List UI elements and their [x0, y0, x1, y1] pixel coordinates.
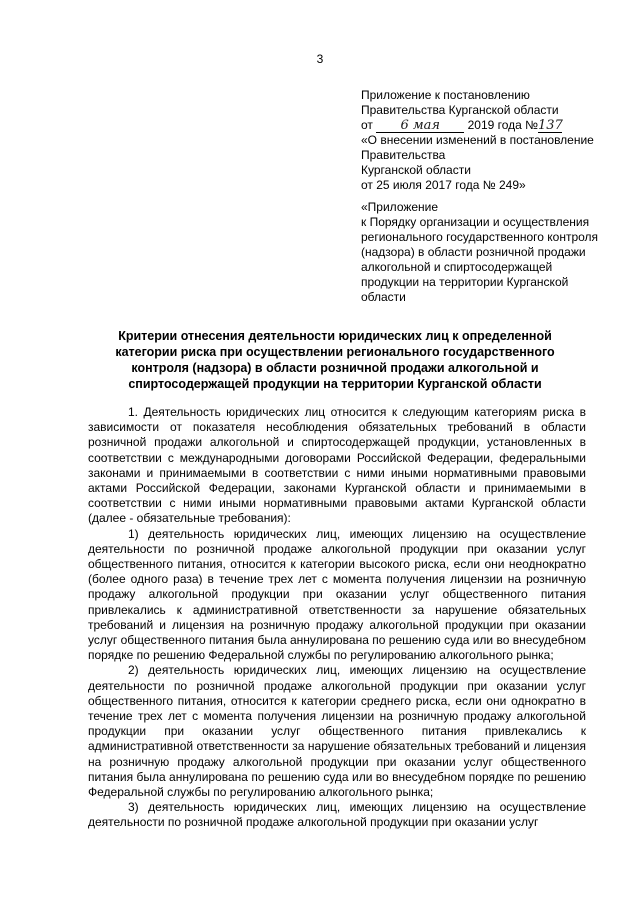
- paragraph-1: 1. Деятельность юридических лиц относится к следующим категориям риска в зависимости от показателя несоблюдения обязательных требований в области розничной продажи алкогольной и спиртосодержащей продукции, установленных в соответствии с международными договорами Российской Федерации, федеральными законами и принимаемыми в соответствии с ними иными нормативными правовыми актами Российской Федерации, законами Курганской области и принимаемыми в соответствии с ними иными нормативными правовыми актами Курганской области (далее - обязательные требования):: [88, 405, 586, 526]
- page-number: 3: [316, 52, 324, 66]
- appendix-header-line5: Правительства: [361, 148, 446, 162]
- appendix-inner-line4: (надзора) в области розничной продажи: [361, 245, 586, 259]
- paragraph-1-1: 1) деятельность юридических лиц, имеющих лицензию на осуществление деятельности по розничной продаже алкогольной продукции при оказании услуг общественного питания, относится к категории высокого риска, если они неоднократно (более одного раза) в течение трех лет с момента получения лицензии на розничную продажу алкогольной продукции при оказании услуг общественного питания привлекались к административной ответственности за нарушение обязательных требований и лицензия на розничную продажу алкогольной продукции при оказании услуг общественного питания была аннулирована по решению суда или во внесудебном порядке по решению Федеральной службы по регулированию алкогольного рынка;: [88, 526, 586, 663]
- appendix-header: [361, 88, 621, 193]
- appendix-inner-line1: «Приложение: [361, 200, 439, 214]
- appendix-header-line7: от 25 июля 2017 года № 249»: [361, 178, 526, 192]
- appendix-inner-line7: области: [361, 290, 406, 304]
- appendix-header-line4: «О внесении изменений в постановление: [361, 133, 594, 147]
- date-prefix: от: [361, 118, 373, 132]
- handwritten-date: 6 мая: [376, 119, 464, 133]
- paragraph-1-2: 2) деятельность юридических лиц, имеющих лицензию на осуществление деятельности по розничной продаже алкогольной продукции при оказании услуг общественного питания, относится к категории среднего риска, если они однократно в течение трех лет с момента получения лицензии на розничную продажу алкогольной продукции при оказании услуг общественного питания привлекались к административной ответственности за нарушение обязательных требований и лицензия на розничную продажу алкогольной продукции при оказании услуг общественного питания была аннулирована по решению суда или во внесудебном порядке по решению Федеральной службы по регулированию алкогольного рынка;: [88, 663, 586, 800]
- handwritten-number: 137: [538, 118, 563, 133]
- appendix-inner-line6: продукции на территории Курганской: [361, 275, 569, 289]
- appendix-inner-line2: к Порядку организации и осуществления: [361, 215, 590, 229]
- document-body: [88, 405, 586, 831]
- year-text: 2019 года №: [467, 118, 539, 132]
- appendix-header-date-line: [361, 118, 621, 133]
- appendix-header-line6: Курганской области: [361, 163, 471, 177]
- appendix-header-line2: Правительства Курганской области: [361, 103, 559, 117]
- appendix-header-line1: Приложение к постановлению: [361, 88, 530, 102]
- appendix-inner: [361, 200, 623, 305]
- appendix-inner-line3: регионального государственного контроля: [361, 230, 599, 244]
- paragraph-1-3: 3) деятельность юридических лиц, имеющих лицензию на осуществление деятельности по розничной продаже алкогольной продукции при оказании услуг: [88, 800, 586, 830]
- appendix-inner-line5: алкогольной и спиртосодержащей: [361, 260, 553, 274]
- document-title: Критерии отнесения деятельности юридических лиц к определенной категории риска при осуществлении регионального государственного контроля (надзора) в области розничной продажи алкогольной и спиртосодержащей продукции на территории Курганской области: [115, 329, 555, 391]
